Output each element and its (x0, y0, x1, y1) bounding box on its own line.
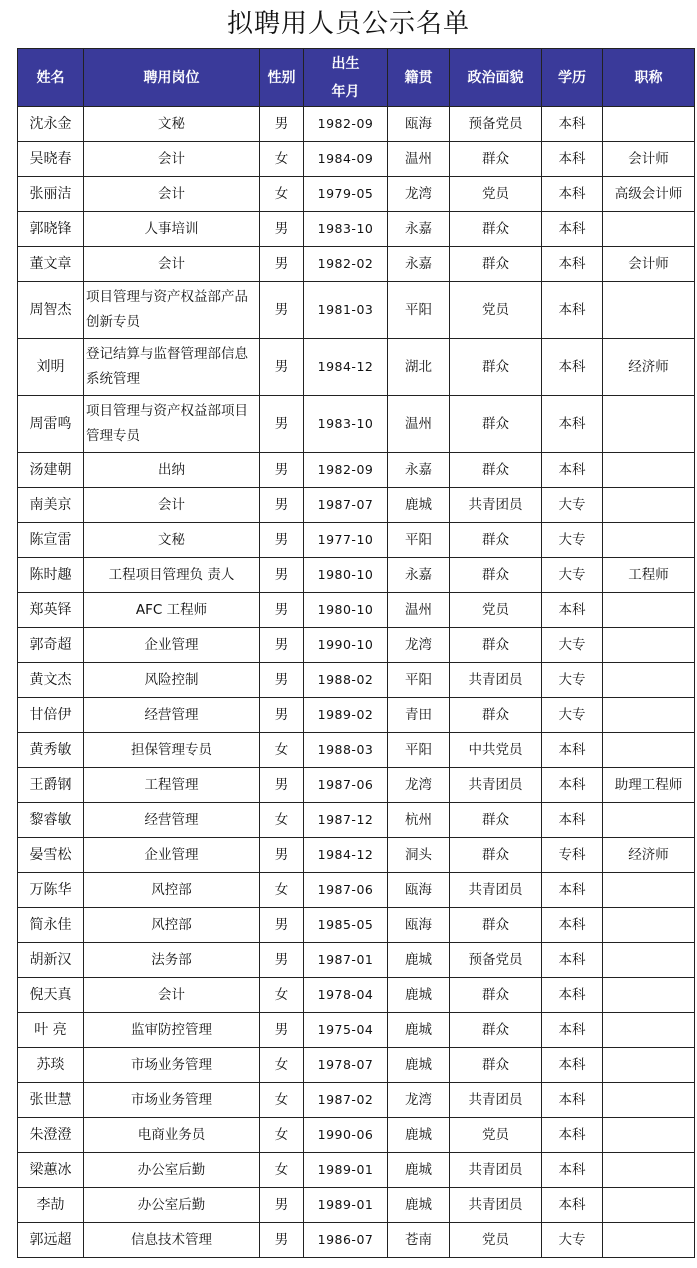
cell-education: 本科 (542, 1153, 603, 1188)
cell-hometown: 龙湾 (388, 177, 450, 212)
cell-birth: 1987-07 (304, 488, 388, 523)
cell-education: 大专 (542, 488, 603, 523)
cell-title: 经济师 (603, 339, 695, 396)
cell-political: 群众 (450, 908, 542, 943)
cell-hometown: 温州 (388, 142, 450, 177)
cell-political: 共青团员 (450, 873, 542, 908)
header-political: 政治面貌 (450, 49, 542, 107)
cell-hometown: 鹿城 (388, 943, 450, 978)
cell-education: 本科 (542, 1083, 603, 1118)
cell-political: 群众 (450, 396, 542, 453)
cell-birth: 1987-06 (304, 873, 388, 908)
cell-gender: 男 (260, 107, 304, 142)
cell-birth: 1988-02 (304, 663, 388, 698)
header-title: 职称 (603, 49, 695, 107)
cell-hometown: 鹿城 (388, 1188, 450, 1223)
table-row (18, 107, 695, 142)
cell-title: 助理工程师 (603, 768, 695, 803)
cell-title (603, 453, 695, 488)
header-birth (304, 49, 388, 107)
cell-hometown: 永嘉 (388, 558, 450, 593)
cell-gender: 男 (260, 1223, 304, 1258)
table-row (18, 1013, 695, 1048)
cell-political: 共青团员 (450, 1083, 542, 1118)
cell-title (603, 1083, 695, 1118)
cell-name: 黎睿敏 (18, 803, 84, 838)
cell-title: 经济师 (603, 838, 695, 873)
cell-birth: 1984-12 (304, 339, 388, 396)
cell-position: 会计 (84, 488, 260, 523)
cell-position: 工程项目管理负 责人 (84, 558, 260, 593)
cell-position: 会计 (84, 142, 260, 177)
cell-gender: 女 (260, 978, 304, 1013)
table-row (18, 803, 695, 838)
cell-title (603, 908, 695, 943)
cell-political: 共青团员 (450, 1153, 542, 1188)
cell-name: 刘明 (18, 339, 84, 396)
cell-education: 本科 (542, 396, 603, 453)
cell-name: 董文章 (18, 247, 84, 282)
table-row (18, 663, 695, 698)
cell-hometown: 洞头 (388, 838, 450, 873)
cell-education: 大专 (542, 558, 603, 593)
cell-hometown: 温州 (388, 396, 450, 453)
table-row (18, 1153, 695, 1188)
cell-gender: 男 (260, 838, 304, 873)
cell-title (603, 663, 695, 698)
cell-education: 本科 (542, 1188, 603, 1223)
cell-education: 本科 (542, 212, 603, 247)
cell-political: 群众 (450, 628, 542, 663)
cell-gender: 男 (260, 247, 304, 282)
cell-political: 共青团员 (450, 768, 542, 803)
cell-title: 会计师 (603, 142, 695, 177)
cell-birth: 1982-02 (304, 247, 388, 282)
table-row (18, 488, 695, 523)
cell-political: 预备党员 (450, 943, 542, 978)
cell-education: 本科 (542, 282, 603, 339)
cell-position: 项目管理与资产权益部项目管理专员 (84, 396, 260, 453)
cell-political: 共青团员 (450, 663, 542, 698)
cell-name: 李劼 (18, 1188, 84, 1223)
cell-title (603, 978, 695, 1013)
cell-education: 本科 (542, 768, 603, 803)
cell-education: 大专 (542, 663, 603, 698)
cell-hometown: 平阳 (388, 282, 450, 339)
cell-education: 本科 (542, 593, 603, 628)
cell-name: 南美京 (18, 488, 84, 523)
cell-name: 黄秀敏 (18, 733, 84, 768)
cell-name: 胡新汉 (18, 943, 84, 978)
cell-gender: 男 (260, 212, 304, 247)
cell-title: 高级会计师 (603, 177, 695, 212)
cell-hometown: 鹿城 (388, 1118, 450, 1153)
table-row (18, 523, 695, 558)
cell-gender: 男 (260, 943, 304, 978)
cell-gender: 男 (260, 282, 304, 339)
table-row (18, 396, 695, 453)
cell-gender: 女 (260, 177, 304, 212)
cell-title (603, 593, 695, 628)
cell-title (603, 396, 695, 453)
cell-gender: 女 (260, 733, 304, 768)
cell-political: 党员 (450, 593, 542, 628)
cell-hometown: 瓯海 (388, 107, 450, 142)
cell-position: 经营管理 (84, 698, 260, 733)
cell-title: 工程师 (603, 558, 695, 593)
cell-title (603, 488, 695, 523)
cell-gender: 男 (260, 488, 304, 523)
cell-position: 市场业务管理 (84, 1048, 260, 1083)
cell-gender: 男 (260, 1013, 304, 1048)
cell-position: 风险控制 (84, 663, 260, 698)
cell-hometown: 龙湾 (388, 1083, 450, 1118)
header-birth-line2: 年月 (331, 83, 360, 100)
cell-education: 本科 (542, 453, 603, 488)
cell-position: 会计 (84, 978, 260, 1013)
cell-birth: 1989-02 (304, 698, 388, 733)
cell-political: 党员 (450, 1118, 542, 1153)
cell-name: 周雷鸣 (18, 396, 84, 453)
cell-education: 本科 (542, 733, 603, 768)
table-row (18, 1188, 695, 1223)
cell-name: 简永佳 (18, 908, 84, 943)
cell-birth: 1982-09 (304, 107, 388, 142)
cell-position: 担保管理专员 (84, 733, 260, 768)
cell-title (603, 1188, 695, 1223)
table-row (18, 628, 695, 663)
cell-hometown: 瓯海 (388, 908, 450, 943)
cell-education: 大专 (542, 698, 603, 733)
cell-political: 群众 (450, 212, 542, 247)
cell-position: 人事培训 (84, 212, 260, 247)
cell-name: 张丽洁 (18, 177, 84, 212)
header-birth-line1: 出生 (331, 55, 360, 72)
cell-birth: 1984-12 (304, 838, 388, 873)
cell-name: 郭奇超 (18, 628, 84, 663)
table-row (18, 558, 695, 593)
cell-birth: 1988-03 (304, 733, 388, 768)
cell-position: 办公室后勤 (84, 1188, 260, 1223)
cell-birth: 1983-10 (304, 396, 388, 453)
cell-name: 张世慧 (18, 1083, 84, 1118)
cell-political: 共青团员 (450, 1188, 542, 1223)
cell-position: 项目管理与资产权益部产品创新专员 (84, 282, 260, 339)
cell-political: 群众 (450, 142, 542, 177)
cell-title (603, 1223, 695, 1258)
cell-gender: 女 (260, 873, 304, 908)
header-hometown: 籍贯 (388, 49, 450, 107)
cell-name: 吴晓春 (18, 142, 84, 177)
cell-political: 群众 (450, 247, 542, 282)
cell-gender: 男 (260, 453, 304, 488)
cell-hometown: 鹿城 (388, 488, 450, 523)
cell-education: 大专 (542, 1223, 603, 1258)
cell-gender: 男 (260, 628, 304, 663)
cell-name: 陈时趣 (18, 558, 84, 593)
cell-hometown: 湖北 (388, 339, 450, 396)
cell-education: 本科 (542, 247, 603, 282)
cell-birth: 1975-04 (304, 1013, 388, 1048)
cell-education: 大专 (542, 628, 603, 663)
table-row (18, 282, 695, 339)
cell-education: 本科 (542, 142, 603, 177)
table-row (18, 1048, 695, 1083)
cell-political: 党员 (450, 282, 542, 339)
cell-position: 出纳 (84, 453, 260, 488)
cell-gender: 男 (260, 339, 304, 396)
cell-education: 本科 (542, 873, 603, 908)
cell-position: AFC 工程师 (84, 593, 260, 628)
cell-title (603, 1048, 695, 1083)
cell-hometown: 瓯海 (388, 873, 450, 908)
cell-gender: 男 (260, 593, 304, 628)
cell-birth: 1978-04 (304, 978, 388, 1013)
cell-education: 本科 (542, 339, 603, 396)
cell-position: 信息技术管理 (84, 1223, 260, 1258)
cell-title (603, 523, 695, 558)
candidate-table (17, 48, 695, 1258)
cell-gender: 女 (260, 1118, 304, 1153)
cell-birth: 1986-07 (304, 1223, 388, 1258)
table-row (18, 978, 695, 1013)
cell-birth: 1987-12 (304, 803, 388, 838)
cell-hometown: 杭州 (388, 803, 450, 838)
cell-birth: 1984-09 (304, 142, 388, 177)
cell-hometown: 龙湾 (388, 768, 450, 803)
cell-position: 会计 (84, 247, 260, 282)
cell-education: 本科 (542, 908, 603, 943)
cell-hometown: 鹿城 (388, 978, 450, 1013)
cell-political: 群众 (450, 803, 542, 838)
cell-position: 监审防控管理 (84, 1013, 260, 1048)
cell-name: 郑英铎 (18, 593, 84, 628)
cell-education: 本科 (542, 1118, 603, 1153)
table-row (18, 339, 695, 396)
cell-title (603, 212, 695, 247)
cell-name: 郭晓锋 (18, 212, 84, 247)
cell-education: 本科 (542, 1013, 603, 1048)
cell-title (603, 803, 695, 838)
cell-name: 晏雪松 (18, 838, 84, 873)
cell-education: 本科 (542, 1048, 603, 1083)
cell-title (603, 1153, 695, 1188)
cell-birth: 1980-10 (304, 593, 388, 628)
cell-gender: 男 (260, 908, 304, 943)
cell-education: 大专 (542, 523, 603, 558)
table-row (18, 1223, 695, 1258)
cell-name: 万陈华 (18, 873, 84, 908)
cell-political: 群众 (450, 698, 542, 733)
cell-title (603, 628, 695, 663)
cell-position: 文秘 (84, 523, 260, 558)
cell-political: 群众 (450, 838, 542, 873)
table-row (18, 698, 695, 733)
cell-birth: 1978-07 (304, 1048, 388, 1083)
cell-gender: 男 (260, 1188, 304, 1223)
cell-hometown: 鹿城 (388, 1013, 450, 1048)
cell-birth: 1980-10 (304, 558, 388, 593)
cell-position: 电商业务员 (84, 1118, 260, 1153)
header-name: 姓名 (18, 49, 84, 107)
cell-birth: 1990-10 (304, 628, 388, 663)
cell-gender: 男 (260, 558, 304, 593)
cell-gender: 女 (260, 1083, 304, 1118)
cell-gender: 男 (260, 698, 304, 733)
cell-birth: 1990-06 (304, 1118, 388, 1153)
cell-hometown: 永嘉 (388, 212, 450, 247)
cell-political: 中共党员 (450, 733, 542, 768)
cell-position: 会计 (84, 177, 260, 212)
cell-title (603, 107, 695, 142)
cell-birth: 1987-06 (304, 768, 388, 803)
cell-title (603, 1118, 695, 1153)
cell-position: 法务部 (84, 943, 260, 978)
header-position: 聘用岗位 (84, 49, 260, 107)
table-row (18, 838, 695, 873)
table-row (18, 177, 695, 212)
cell-birth: 1989-01 (304, 1153, 388, 1188)
cell-name: 朱澄澄 (18, 1118, 84, 1153)
cell-birth: 1989-01 (304, 1188, 388, 1223)
cell-title (603, 1013, 695, 1048)
cell-birth: 1979-05 (304, 177, 388, 212)
cell-hometown: 龙湾 (388, 628, 450, 663)
cell-political: 群众 (450, 339, 542, 396)
cell-education: 本科 (542, 177, 603, 212)
cell-position: 经营管理 (84, 803, 260, 838)
cell-birth: 1982-09 (304, 453, 388, 488)
cell-political: 群众 (450, 1048, 542, 1083)
cell-title: 会计师 (603, 247, 695, 282)
cell-political: 党员 (450, 177, 542, 212)
table-row (18, 1083, 695, 1118)
cell-hometown: 永嘉 (388, 247, 450, 282)
cell-name: 叶 亮 (18, 1013, 84, 1048)
header-row (18, 49, 695, 107)
table-row (18, 943, 695, 978)
cell-education: 本科 (542, 803, 603, 838)
table-row (18, 247, 695, 282)
cell-title (603, 282, 695, 339)
cell-position: 风控部 (84, 908, 260, 943)
header-gender: 性别 (260, 49, 304, 107)
cell-name: 沈永金 (18, 107, 84, 142)
cell-birth: 1981-03 (304, 282, 388, 339)
table-row (18, 453, 695, 488)
cell-gender: 男 (260, 768, 304, 803)
table-row (18, 908, 695, 943)
cell-name: 苏琰 (18, 1048, 84, 1083)
cell-name: 王爵钢 (18, 768, 84, 803)
cell-hometown: 鹿城 (388, 1048, 450, 1083)
cell-education: 本科 (542, 107, 603, 142)
cell-gender: 男 (260, 396, 304, 453)
cell-political: 群众 (450, 558, 542, 593)
cell-name: 陈宣雷 (18, 523, 84, 558)
cell-position: 企业管理 (84, 628, 260, 663)
cell-gender: 女 (260, 1048, 304, 1083)
cell-gender: 女 (260, 803, 304, 838)
cell-name: 汤建朝 (18, 453, 84, 488)
cell-name: 黄文杰 (18, 663, 84, 698)
cell-title (603, 733, 695, 768)
cell-position: 登记结算与监督管理部信息系统管理 (84, 339, 260, 396)
cell-position: 办公室后勤 (84, 1153, 260, 1188)
cell-birth: 1987-02 (304, 1083, 388, 1118)
cell-political: 群众 (450, 1013, 542, 1048)
cell-name: 甘倍伊 (18, 698, 84, 733)
cell-title (603, 873, 695, 908)
cell-name: 梁蕙冰 (18, 1153, 84, 1188)
cell-position: 市场业务管理 (84, 1083, 260, 1118)
cell-education: 本科 (542, 943, 603, 978)
table-row (18, 1118, 695, 1153)
cell-political: 群众 (450, 978, 542, 1013)
cell-political: 党员 (450, 1223, 542, 1258)
cell-birth: 1985-05 (304, 908, 388, 943)
cell-hometown: 温州 (388, 593, 450, 628)
table-row (18, 142, 695, 177)
cell-name: 倪天真 (18, 978, 84, 1013)
cell-position: 企业管理 (84, 838, 260, 873)
table-row (18, 768, 695, 803)
cell-political: 共青团员 (450, 488, 542, 523)
cell-gender: 男 (260, 663, 304, 698)
cell-political: 预备党员 (450, 107, 542, 142)
table-row (18, 212, 695, 247)
cell-political: 群众 (450, 523, 542, 558)
cell-position: 风控部 (84, 873, 260, 908)
cell-name: 周智杰 (18, 282, 84, 339)
cell-hometown: 永嘉 (388, 453, 450, 488)
cell-birth: 1987-01 (304, 943, 388, 978)
table-row (18, 593, 695, 628)
cell-hometown: 平阳 (388, 733, 450, 768)
cell-gender: 女 (260, 142, 304, 177)
cell-position: 文秘 (84, 107, 260, 142)
page-title: 拟聘用人员公示名单 (226, 9, 470, 39)
cell-education: 专科 (542, 838, 603, 873)
header-education: 学历 (542, 49, 603, 107)
table-row (18, 873, 695, 908)
cell-hometown: 平阳 (388, 663, 450, 698)
cell-hometown: 苍南 (388, 1223, 450, 1258)
cell-title (603, 698, 695, 733)
cell-hometown: 青田 (388, 698, 450, 733)
cell-gender: 女 (260, 1153, 304, 1188)
cell-education: 本科 (542, 978, 603, 1013)
cell-political: 群众 (450, 453, 542, 488)
cell-birth: 1983-10 (304, 212, 388, 247)
cell-hometown: 平阳 (388, 523, 450, 558)
cell-position: 工程管理 (84, 768, 260, 803)
cell-name: 郭远超 (18, 1223, 84, 1258)
table-row (18, 733, 695, 768)
cell-gender: 男 (260, 523, 304, 558)
cell-title (603, 943, 695, 978)
cell-birth: 1977-10 (304, 523, 388, 558)
cell-hometown: 鹿城 (388, 1153, 450, 1188)
